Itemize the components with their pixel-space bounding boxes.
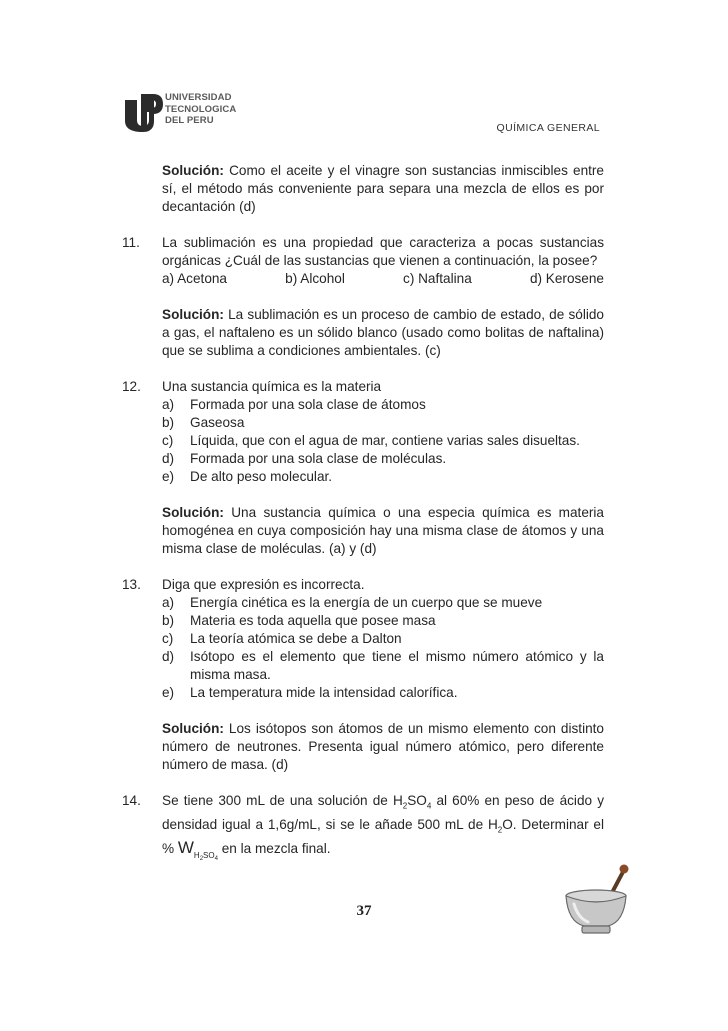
solution-label: Solución: bbox=[162, 721, 224, 736]
q12-solution bbox=[122, 504, 604, 558]
item-label: e) bbox=[162, 469, 175, 484]
list-item bbox=[162, 396, 604, 414]
question-text: Se tiene 300 mL de una solución de $H_2SO_4$ al 60% en peso de ácido y densidad igual a 1,6g/mL, si se le añade 500 mL de $H_2O$. Determinar el % $W_{H_2SO_4}$ en la mezcla final. bbox=[162, 793, 605, 863]
question-number: 14. bbox=[122, 793, 141, 808]
item-label: b) bbox=[162, 613, 175, 628]
q11-solution bbox=[122, 306, 604, 360]
question-text: La sublimación es una propiedad que caracteriza a pocas sustancias orgánicas ¿Cuál de las sustancias que vienen a continuación, la posee? bbox=[162, 235, 604, 268]
list-item bbox=[162, 648, 604, 684]
course-title: QUÍMICA GENERAL bbox=[496, 122, 600, 134]
document-body bbox=[122, 162, 604, 868]
mass-fraction-symbol: $W_{H_2SO_4}$ bbox=[177, 838, 218, 863]
option-c: c) Naftalina bbox=[403, 271, 472, 286]
solution-label: Solución: bbox=[162, 163, 224, 178]
q13-solution bbox=[122, 720, 604, 774]
item-text: Gaseosa bbox=[190, 415, 245, 430]
item-text: Formada por una sola clase de átomos bbox=[190, 397, 426, 412]
question-text: Diga que expresión es incorrecta. bbox=[162, 577, 365, 592]
item-text: Energía cinética es la energía de un cuerpo que se mueve bbox=[190, 595, 543, 610]
item-label: c) bbox=[162, 433, 174, 448]
question-text: Una sustancia química es la materia bbox=[162, 379, 382, 394]
item-text: Isótopo es el elemento que tiene el mismo número atómico y la misma masa. bbox=[190, 649, 604, 682]
page-number: 37 bbox=[356, 903, 372, 919]
item-label: a) bbox=[162, 397, 175, 412]
item-label: c) bbox=[162, 631, 174, 646]
list-item bbox=[162, 594, 604, 612]
question-number: 13. bbox=[122, 577, 141, 592]
question-number: 11. bbox=[122, 235, 140, 250]
list-item bbox=[162, 450, 604, 468]
solution-text: Como el aceite y el vinagre son sustancias inmiscibles entre sí, el método más conveniente para separa una mezcla de ellos es por decantación (d) bbox=[162, 163, 604, 214]
solution-text: Una sustancia química o una especia química es materia homogénea en cuya composición hay una misma clase de átomos y una misma clase de moléculas. (a) y (d) bbox=[162, 505, 604, 556]
solution-text: Los isótopos son átomos de un mismo elemento con distinto número de neutrones. Presenta igual número atómico, pero diferente número de masa. (d) bbox=[162, 721, 604, 772]
solution-label: Solución: bbox=[162, 505, 224, 520]
list-item bbox=[162, 414, 604, 432]
solution-text: La sublimación es un proceso de cambio de estado, de sólido a gas, el naftaleno es un sólido blanco (usado como bolitas de naftalina) que se sublima a condiciones ambientales. (c) bbox=[162, 307, 604, 358]
item-label: e) bbox=[162, 685, 175, 700]
item-label: d) bbox=[162, 649, 175, 664]
item-text: La teoría atómica se debe a Dalton bbox=[190, 631, 402, 646]
logo-text bbox=[165, 92, 236, 127]
options-row bbox=[162, 270, 604, 288]
logo-line: DEL PERU bbox=[165, 115, 214, 126]
list-item bbox=[162, 468, 604, 486]
question-13 bbox=[122, 576, 604, 702]
item-label: b) bbox=[162, 415, 175, 430]
solution-label: Solución: bbox=[162, 307, 224, 322]
list-item bbox=[162, 432, 604, 450]
item-label: d) bbox=[162, 451, 175, 466]
option-b: b) Alcohol bbox=[285, 271, 345, 286]
question-11 bbox=[122, 234, 604, 288]
logo-line: TECNOLOGICA bbox=[165, 103, 237, 115]
item-text: De alto peso molecular. bbox=[190, 469, 333, 484]
question-12 bbox=[122, 378, 604, 486]
mortar-pestle-icon bbox=[560, 860, 640, 940]
list-item bbox=[162, 630, 604, 648]
q10-solution bbox=[122, 162, 604, 216]
item-text: Líquida, que con el agua de mar, contiene varias sales disueltas. bbox=[190, 433, 580, 448]
list-item bbox=[162, 612, 604, 630]
item-label: a) bbox=[162, 595, 175, 610]
item-text: Formada por una sola clase de moléculas. bbox=[190, 451, 447, 466]
option-d: d) Kerosene bbox=[529, 271, 604, 286]
question-number: 12. bbox=[122, 379, 141, 394]
item-text: La temperatura mide la intensidad calorífica. bbox=[190, 685, 458, 700]
question-14 bbox=[122, 792, 604, 868]
list-item bbox=[162, 684, 604, 702]
option-a: a) Acetona bbox=[162, 271, 227, 286]
item-text: Materia es toda aquella que posee masa bbox=[190, 613, 436, 628]
logo-line: UNIVERSIDAD bbox=[165, 92, 232, 103]
